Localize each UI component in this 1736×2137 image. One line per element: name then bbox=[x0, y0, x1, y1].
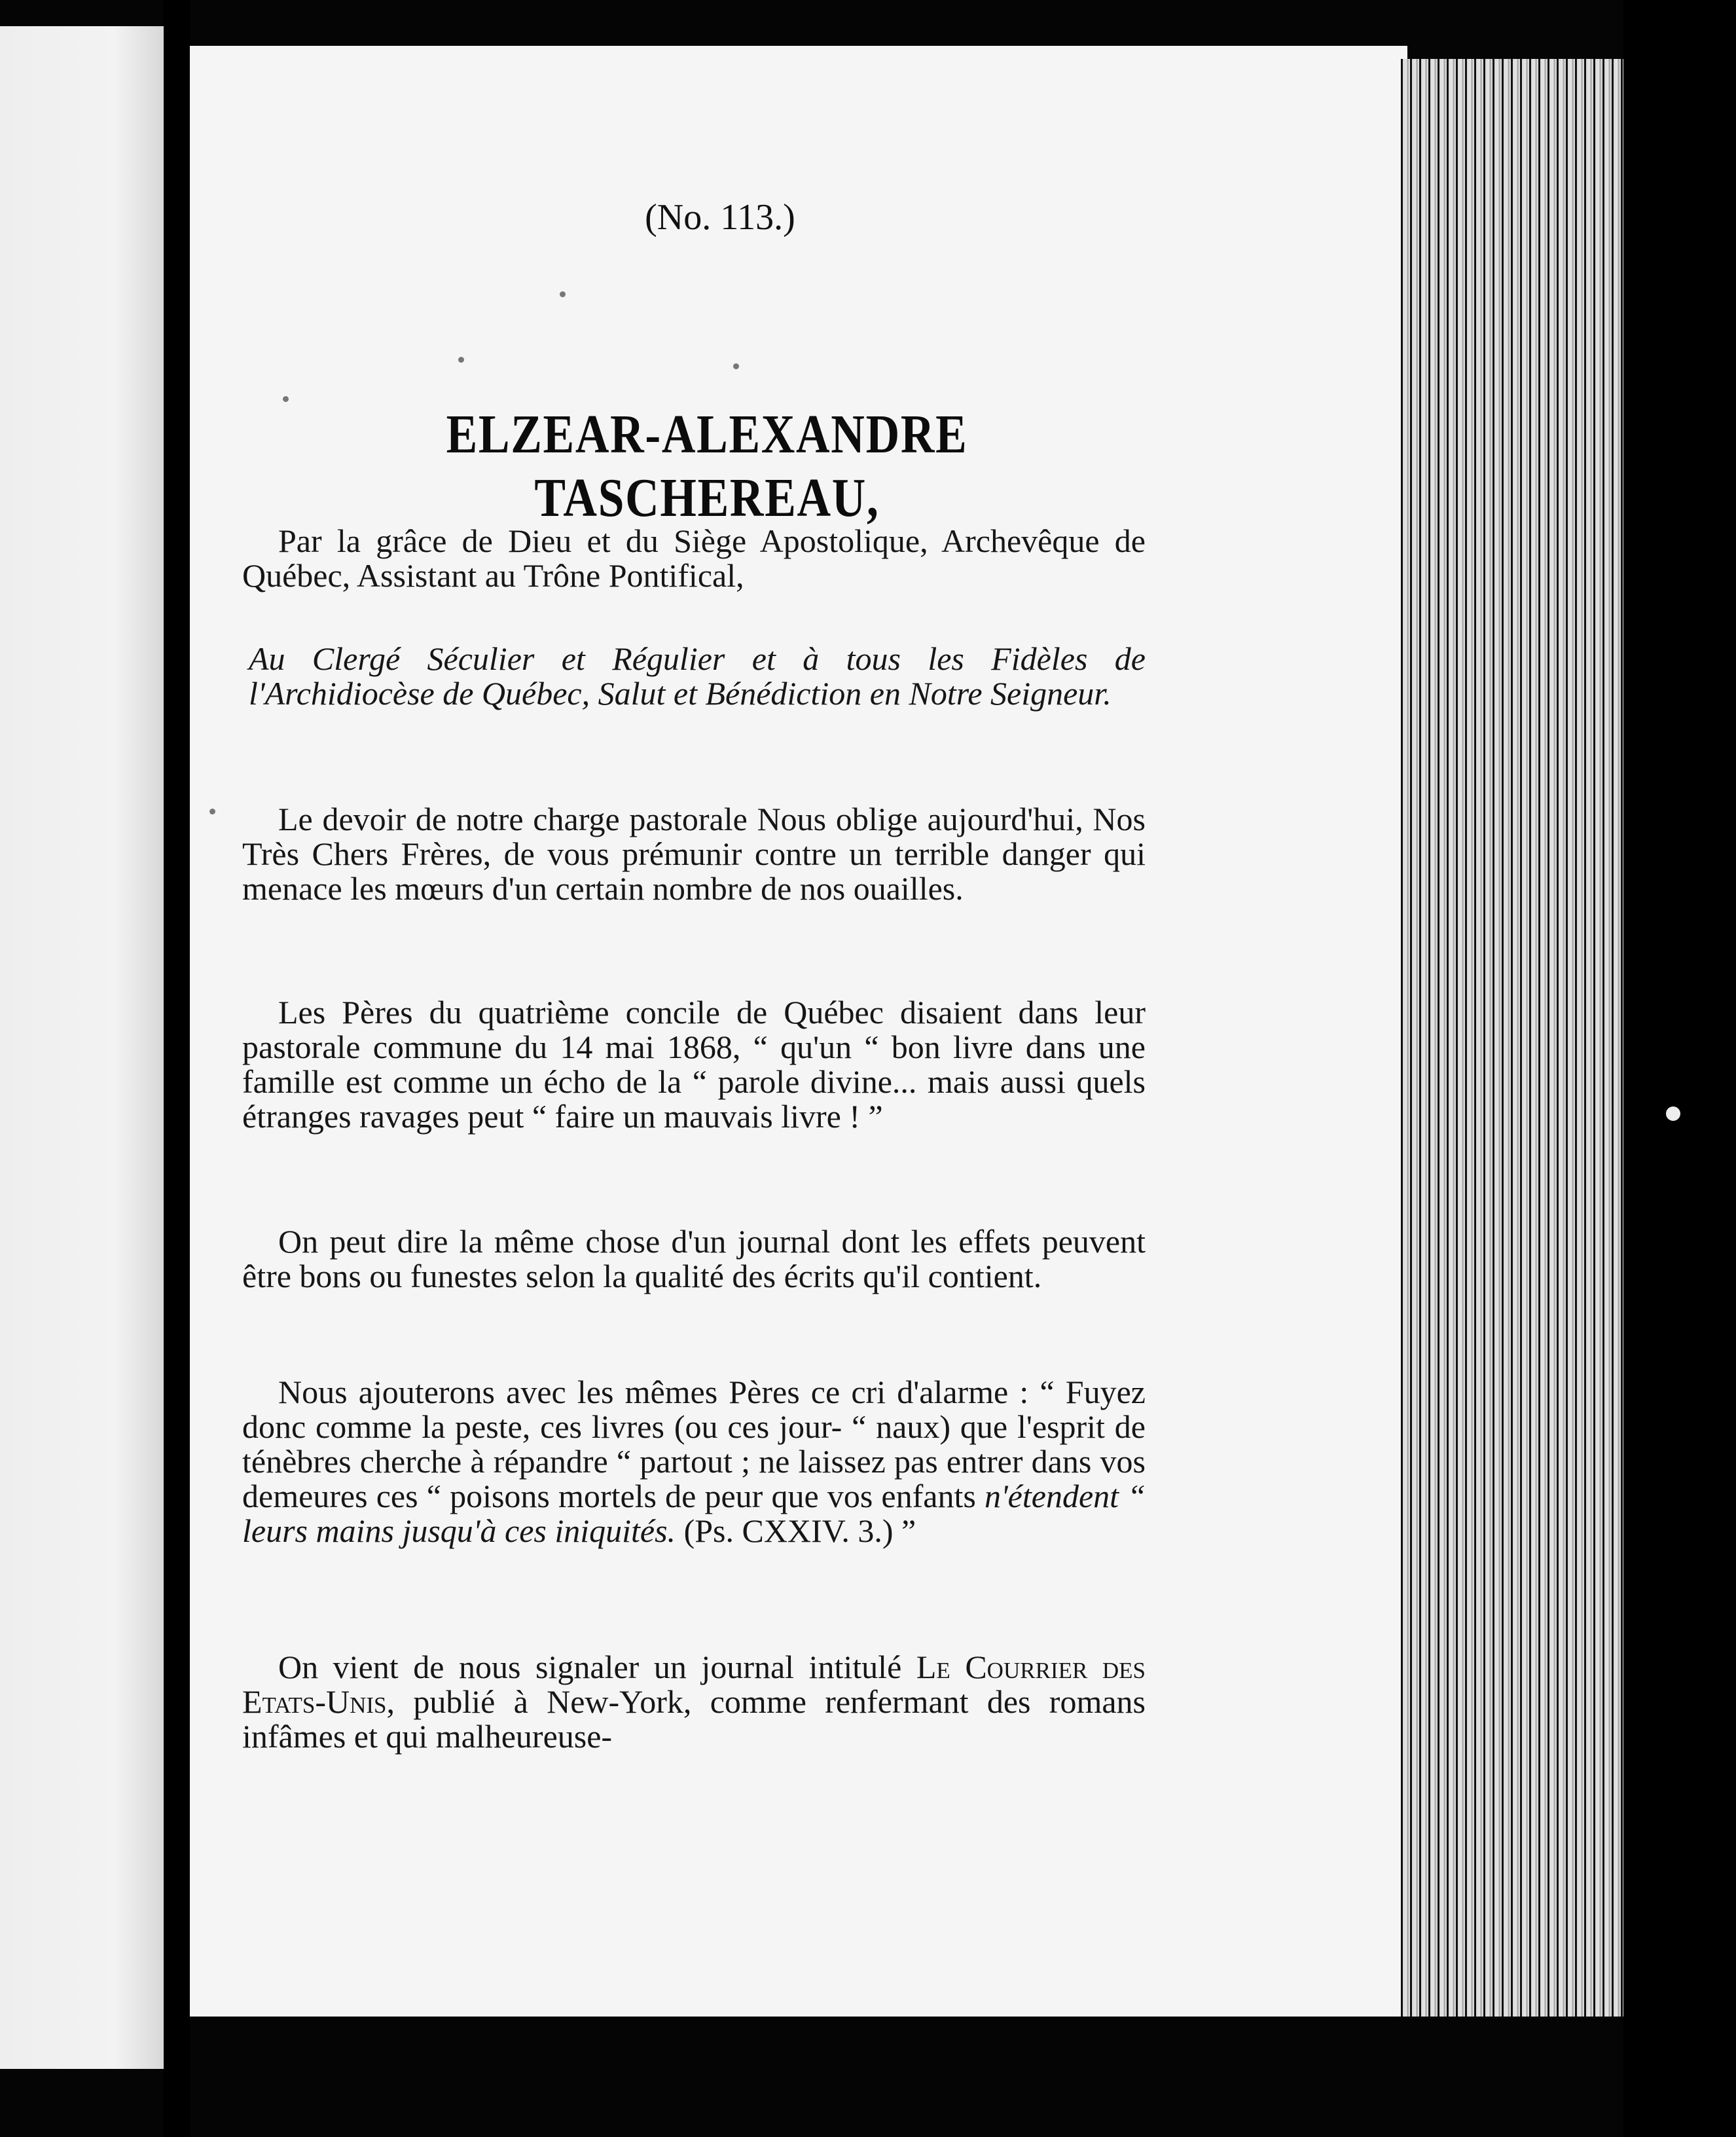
book-gutter bbox=[164, 0, 190, 2137]
paragraph-2: Les Pères du quatrième concile de Québec disaient dans leur pastorale commune du 14 mai 1868, “ qu'un “ bon livre dans une famille est comme un écho de la “ parole divine... mais aussi quels étranges ravages peut “ faire un mauvais livre ! ” bbox=[242, 994, 1146, 1135]
document-title: ELZEAR-ALEXANDRE TASCHEREAU, bbox=[446, 404, 968, 528]
scan-speck bbox=[560, 291, 566, 297]
document-number: (No. 113.) bbox=[645, 197, 795, 238]
scan-speck bbox=[458, 357, 464, 363]
scan-speck bbox=[283, 396, 289, 402]
paragraph-1: Le devoir de notre charge pastorale Nous oblige aujourd'hui, Nos Très Chers Frères, de vous prémunir contre un terrible danger qui menace les mœurs d'un certain nombre de nos ouailles. bbox=[242, 801, 1146, 907]
paragraph-4-text: Nous ajouterons avec les mêmes Pères ce cri d'alarme : “ Fuyez donc comme la peste, ces livres (ou ces jour- “ naux) que l'esprit de ténèbres cherche à répandre “ partout ; ne laissez pas entrer dans vos demeures ces “ poisons mortels de peur que vos enfants bbox=[242, 1374, 1146, 1514]
paragraph-5 bbox=[242, 1650, 1146, 1754]
scan-speck bbox=[209, 809, 215, 814]
paragraph-4-quote: n'étendent “ leurs mains jusqu'à ces iniquités. bbox=[242, 1478, 1146, 1549]
journal-name: Le Courrier des Etats-Unis bbox=[242, 1649, 1146, 1720]
address-paragraph: Au Clergé Séculier et Régulier et à tous les Fidèles de l'Archidiocèse de Québec, Salut et Bénédiction en Notre Seigneur. bbox=[249, 640, 1146, 712]
paragraph-3: On peut dire la même chose d'un journal dont les effets peuvent être bons ou funestes selon la qualité des écrits qu'il contient. bbox=[242, 1223, 1146, 1294]
facing-page-edge bbox=[0, 26, 164, 2069]
scan-speck bbox=[1666, 1106, 1680, 1121]
page-edges bbox=[1401, 59, 1623, 2017]
paragraph-4 bbox=[242, 1375, 1146, 1548]
paragraph-4-reference: (Ps. CXXIV. 3.) ” bbox=[676, 1512, 916, 1549]
intro-paragraph: Par la grâce de Dieu et du Siège Apostolique, Archevêque de Québec, Assistant au Trône Pontifical, bbox=[242, 522, 1146, 594]
paragraph-5-text: On vient de nous signaler un journal intitulé bbox=[278, 1649, 916, 1685]
scan-speck bbox=[733, 363, 739, 369]
dark-margin bbox=[1623, 0, 1736, 2137]
paragraph-5-continuation: , publié à New-York, comme renfermant des romans infâmes et qui malheureuse- bbox=[242, 1683, 1146, 1755]
